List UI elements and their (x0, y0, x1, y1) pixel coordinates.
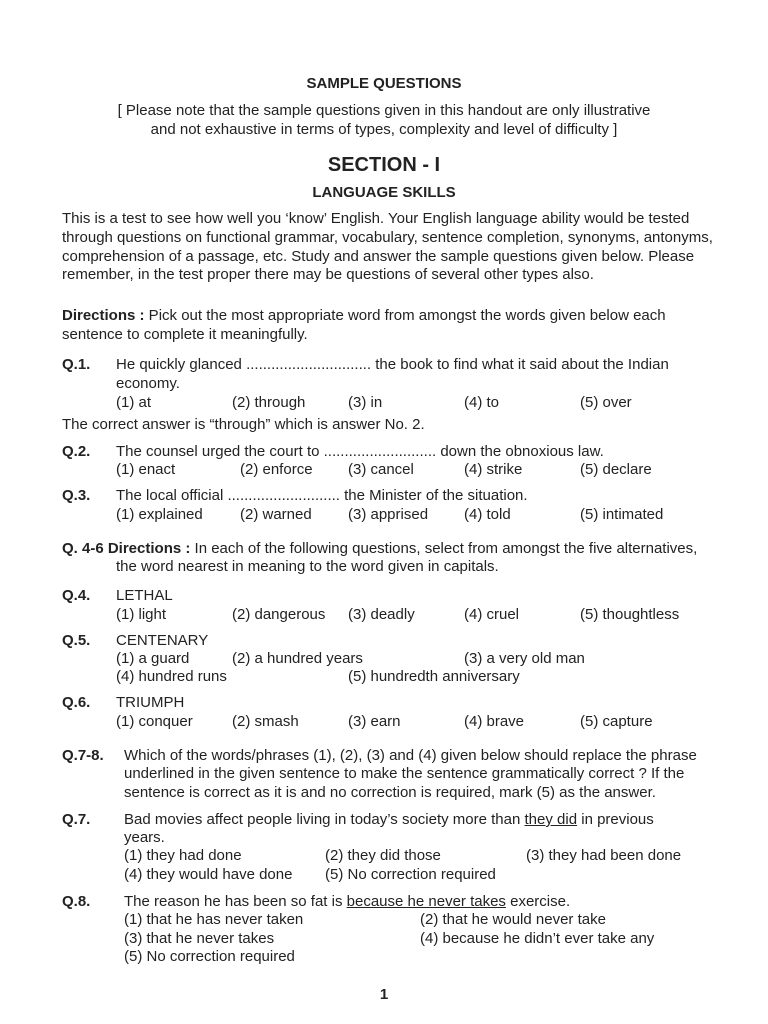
option: (4) told (464, 506, 511, 523)
directions-label: Q. 4-6 Directions : (62, 540, 191, 557)
question-8-text: The reason he has been so fat is because he never takes exercise. (124, 893, 571, 910)
question-1-text: He quickly glanced .............................. the book to find what it said about the Indian (116, 356, 669, 373)
option: (5) No correction required (325, 866, 496, 883)
option: (1) light (116, 606, 167, 623)
note-line-2: and not exhaustive in terms of types, complexity and level of difficulty ] (150, 121, 618, 138)
option: (3) they had been done (526, 847, 682, 864)
question-number: Q.2. (62, 443, 91, 460)
underlined-phrase: because he never takes (346, 893, 506, 910)
option: (5) intimated (580, 506, 664, 523)
option: (1) a guard (116, 650, 190, 667)
answer-explanation: The correct answer is “through” which is answer No. 2. (62, 416, 425, 433)
option: (5) hundredth anniversary (348, 668, 520, 685)
option: (2) a hundred years (232, 650, 363, 667)
intro-line-4: remember, in the test proper there may be questions of several other types also. (62, 266, 594, 283)
option: (5) No correction required (124, 948, 295, 965)
question-number: Q.6. (62, 694, 91, 711)
option: (1) at (116, 394, 152, 411)
q78-line-3: sentence is correct as it is and no correction is required, mark (5) as the answer. (124, 784, 656, 801)
directions-1-line-1: Directions : Pick out the most appropriate word from amongst the words given below each (62, 307, 666, 324)
option: (1) that he has never taken (124, 911, 304, 928)
option: (1) conquer (116, 713, 193, 730)
question-number: Q.7-8. (62, 747, 104, 764)
option: (2) that he would never take (420, 911, 606, 928)
option: (3) earn (348, 713, 401, 730)
capital-word: TRIUMPH (116, 694, 185, 711)
option: (1) they had done (124, 847, 242, 864)
option: (3) cancel (348, 461, 414, 478)
option: (3) deadly (348, 606, 415, 623)
capital-word: LETHAL (116, 587, 173, 604)
directions-2-line-2: the word nearest in meaning to the word given in capitals. (116, 558, 499, 575)
option: (5) capture (580, 713, 653, 730)
question-number: Q.1. (62, 356, 91, 373)
option: (4) because he didn’t ever take any (420, 930, 655, 947)
question-number: Q.7. (62, 811, 91, 828)
option: (1) explained (116, 506, 203, 523)
intro-line-2: through questions on functional grammar, vocabulary, sentence completion, synonyms, antonyms, (62, 229, 713, 246)
subsection-heading: LANGUAGE SKILLS (312, 184, 456, 201)
option: (4) cruel (464, 606, 520, 623)
option: (4) strike (464, 461, 523, 478)
directions-label: Directions : (62, 307, 145, 324)
question-3-text: The local official ........................... the Minister of the situation. (116, 487, 528, 504)
note-line-1: [ Please note that the sample questions given in this handout are only illustrative (117, 102, 651, 119)
option: (5) declare (580, 461, 652, 478)
option: (5) over (580, 394, 632, 411)
q78-line-1: Which of the words/phrases (1), (2), (3) and (4) given below should replace the phrase (124, 747, 697, 764)
option: (2) through (232, 394, 306, 411)
question-number: Q.3. (62, 487, 91, 504)
option: (4) brave (464, 713, 525, 730)
option: (3) that he never takes (124, 930, 275, 947)
section-heading: SECTION - I (327, 154, 441, 176)
option: (3) apprised (348, 506, 429, 523)
option: (2) they did those (325, 847, 441, 864)
option: (2) enforce (240, 461, 313, 478)
question-7-text: Bad movies affect people living in today’s society more than they did in previous (124, 811, 654, 828)
option: (2) smash (232, 713, 299, 730)
capital-word: CENTENARY (116, 632, 209, 649)
page-number: 1 (379, 986, 389, 1003)
option: (4) hundred runs (116, 668, 227, 685)
option: (2) warned (240, 506, 312, 523)
option: (4) they would have done (124, 866, 293, 883)
q78-line-2: underlined in the given sentence to make the sentence grammatically correct ? If the (124, 765, 685, 782)
question-number: Q.5. (62, 632, 91, 649)
question-7-text-cont: years. (124, 829, 165, 846)
question-2-text: The counsel urged the court to ........................... down the obnoxious law. (116, 443, 604, 460)
question-number: Q.4. (62, 587, 91, 604)
page-title: SAMPLE QUESTIONS (306, 75, 462, 92)
option: (2) dangerous (232, 606, 326, 623)
option: (3) a very old man (464, 650, 585, 667)
option: (5) thoughtless (580, 606, 680, 623)
question-1-text-cont: economy. (116, 375, 180, 392)
intro-line-1: This is a test to see how well you ‘know’ English. Your English language ability would be tested (62, 210, 690, 227)
question-number: Q.8. (62, 893, 91, 910)
underlined-phrase: they did (524, 811, 578, 828)
directions-1-line-2: sentence to complete it meaningfully. (62, 326, 308, 343)
intro-line-3: comprehension of a passage, etc. Study and answer the sample questions given below. Please (62, 248, 695, 265)
option: (4) to (464, 394, 500, 411)
directions-2-line-1: Q. 4-6 Directions : In each of the following questions, select from amongst the five alternatives, (62, 540, 698, 557)
option: (3) in (348, 394, 383, 411)
option: (1) enact (116, 461, 176, 478)
